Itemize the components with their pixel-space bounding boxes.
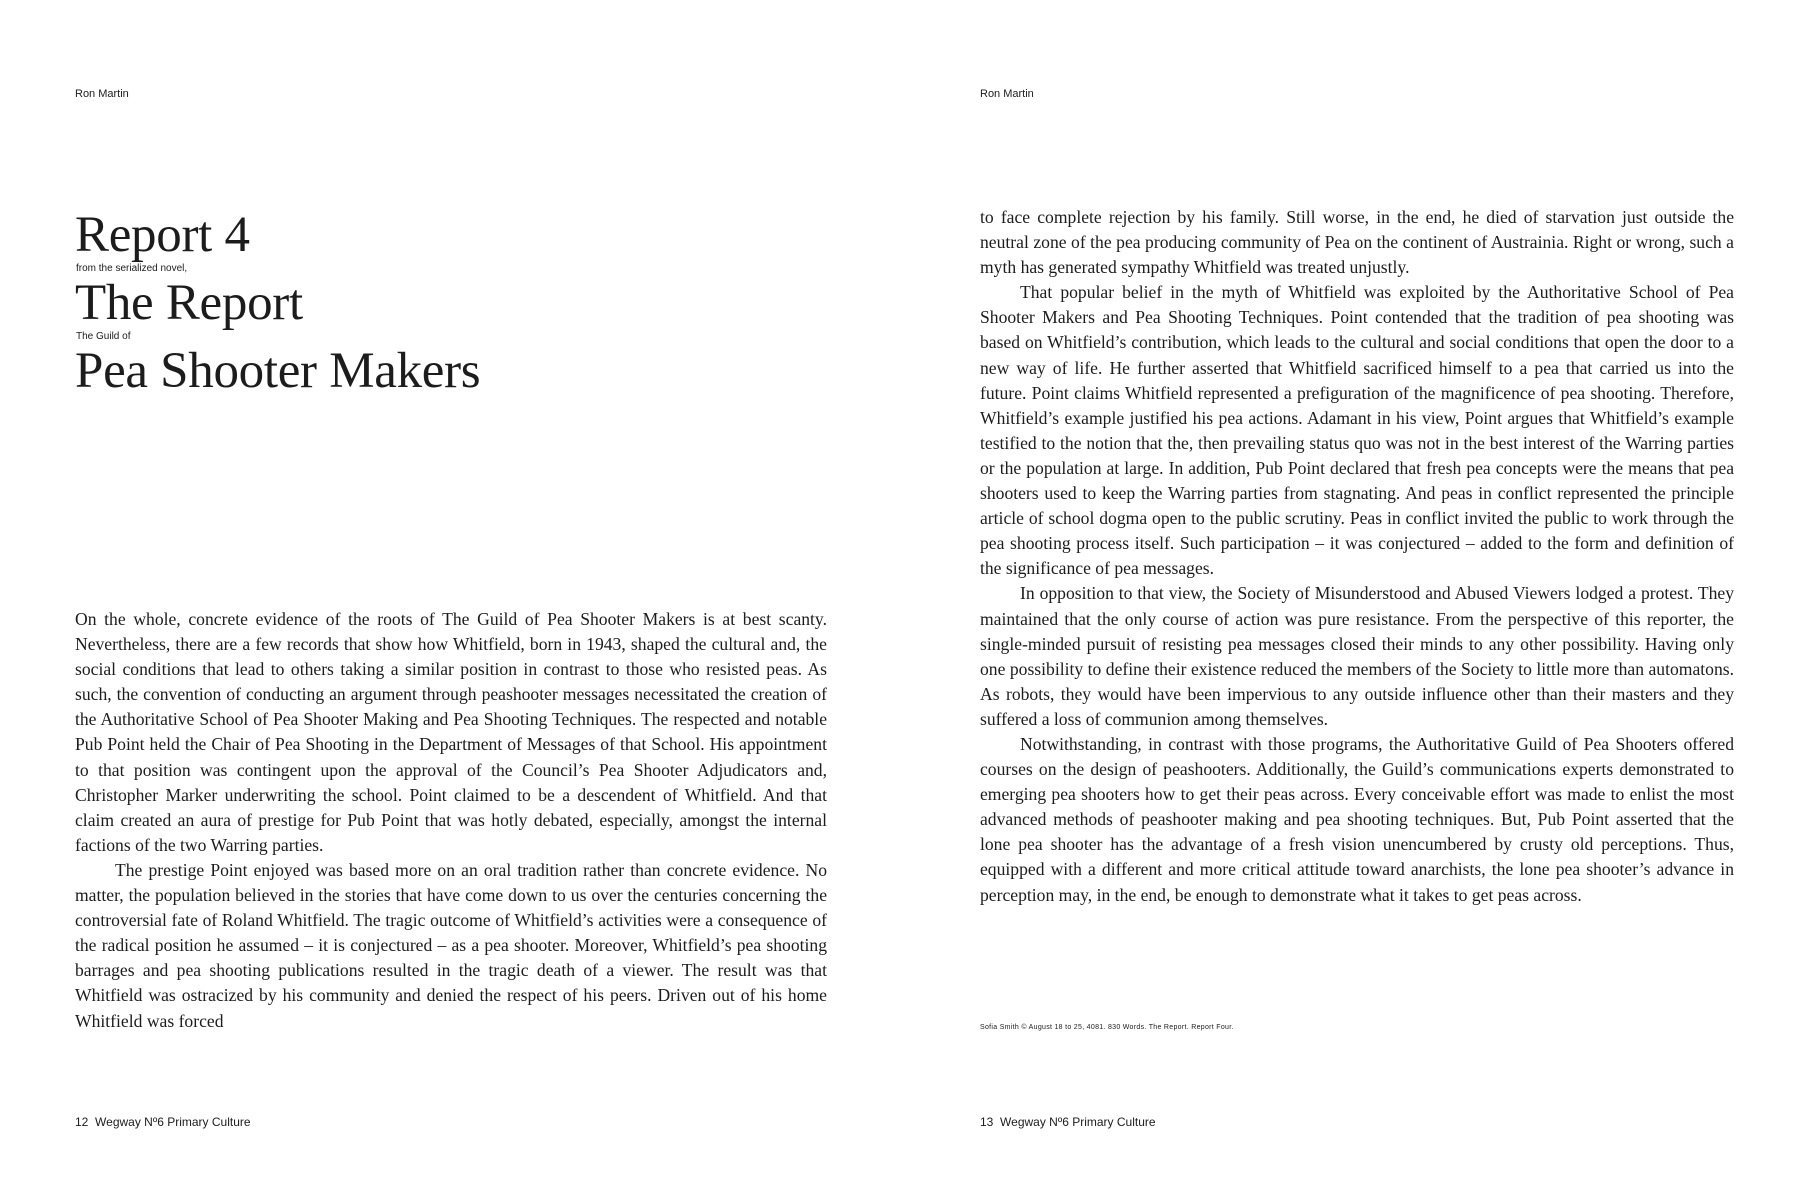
left-paragraph-2: The prestige Point enjoyed was based more on an oral tradition rather than concrete evidence. No matter, the population believed in the stories that have come down to us over the centuries concerning the controversial fate of Roland Whitfield. The tragic outcome of Whitfield’s activities were a consequence of the radical position he assumed – it is conjectured – as a pea shooter. Moreover, Whitfield’s pea shooting barrages and pea shooting publications resulted in the tragic death of a viewer. The result was that Whitfield was ostracized by his community and denied the respect of his peers. Driven out of his home Whitfield was forced: [75, 859, 827, 1031]
right-paragraph-1: to face complete rejection by his family. Still worse, in the end, he died of starvation just outside the neutral zone of the pea producing community of Pea on the continent of Austrainia. Right or wrong, such a myth has generated sympathy Whitfield was treated unjustly.: [980, 207, 1734, 278]
page-number: 12: [75, 1115, 89, 1129]
title-pea-shooter-makers: Pea Shooter Makers: [75, 343, 481, 399]
left-body-text: [75, 607, 827, 1034]
right-paragraph-3: In opposition to that view, the Society of Misunderstood and Abused Viewers lodged a protest. They maintained that the only course of action was pure resistance. From the perspective of this reporter, the single-minded pursuit of resisting pea messages closed their minds to any other possibility. Having only one possibility to define their existence reduced the members of the Society to little more than automatons. As robots, they would have been impervious to any outside influence other than their masters and they suffered a loss of communion among themselves.: [980, 583, 1734, 729]
article-title-block: [75, 207, 481, 399]
title-the-report: The Report: [75, 275, 303, 331]
publication-name: Wegway Nº6 Primary Culture: [95, 1115, 251, 1129]
page-footer-left: [75, 1115, 251, 1129]
left-paragraph-1: On the whole, concrete evidence of the roots of The Guild of Pea Shooter Makers is at best scanty. Nevertheless, there are a few records that show how Whitfield, born in 1943, shaped the cultural and, the social conditions that lead to others taking a similar position in contrast to those who resisted peas. As such, the convention of conducting an argument through peashooter messages necessitated the creation of the Authoritative School of Pea Shooter Making and Pea Shooting Techniques. The respected and notable Pub Point held the Chair of Pea Shooting in the Department of Messages of that School. His appointment to that position was contingent upon the approval of the Council’s Pea Shooter Adjudicators and, Christopher Marker underwriting the school. Point claimed to be a descendent of Whitfield. And that claim created an aura of prestige for Pub Point that was hotly debated, especially, amongst the internal factions of the two Warring parties.: [75, 609, 827, 855]
running-head-author: Ron Martin: [980, 88, 1034, 100]
title-report-4: Report 4: [75, 207, 250, 263]
right-paragraph-4: Notwithstanding, in contrast with those programs, the Authoritative Guild of Pea Shooters offered courses on the design of peashooters. Additionally, the Guild’s communications experts demonstrated to emerging pea shooters how to get their peas across. Every conceivable effort was made to enlist the most advanced methods of peashooter making and pea shooting techniques. But, Pub Point asserted that the lone pea shooter has the advantage of a fresh vision unencumbered by crusty old perceptions. Thus, equipped with a different and more critical attitude toward anarchists, the lone pea shooter’s advance in perception may, in the end, be enough to demonstrate what it takes to get peas across.: [980, 733, 1734, 905]
subtitle-guild-of: The Guild of: [76, 331, 131, 342]
publication-name: Wegway Nº6 Primary Culture: [1000, 1115, 1156, 1129]
right-page: [900, 0, 1800, 1200]
subtitle-serialized-novel: from the serialized novel,: [76, 263, 188, 274]
right-paragraph-2: That popular belief in the myth of Whitfield was exploited by the Authoritative School of Pea Shooter Makers and Pea Shooting Techniques. Point contended that the tradition of pea shooting was based on Whitfield’s contribution, which leads to the cultural and social conditions that open the door to a new way of life. He further asserted that Whitfield sacrificed himself to a pea that carried us into the future. Point claims Whitfield represented a prefiguration of the magnificence of pea shooting. Therefore, Whitfield’s example justified his pea actions. Adamant in his view, Point argues that Whitfield’s example testified to the notion that the, then prevailing status quo was not in the best interest of the Warring parties or the population at large. In addition, Pub Point declared that fresh pea concepts were the means that pea shooters used to keep the Warring parties from stagnating. And peas in conflict represented the principle article of school dogma open to the public scrutiny. Peas in conflict invited the public to work through the pea shooting process itself. Such participation – it was conjectured – added to the form and definition of the significance of pea messages.: [980, 282, 1734, 579]
running-head-author: Ron Martin: [75, 88, 129, 100]
page-footer-right: [980, 1115, 1156, 1129]
right-body-text: [980, 205, 1734, 908]
page-number: 13: [980, 1115, 994, 1129]
article-credit-line: Sofia Smith © August 18 to 25, 4081. 830 Words. The Report. Report Four.: [980, 1024, 1234, 1031]
